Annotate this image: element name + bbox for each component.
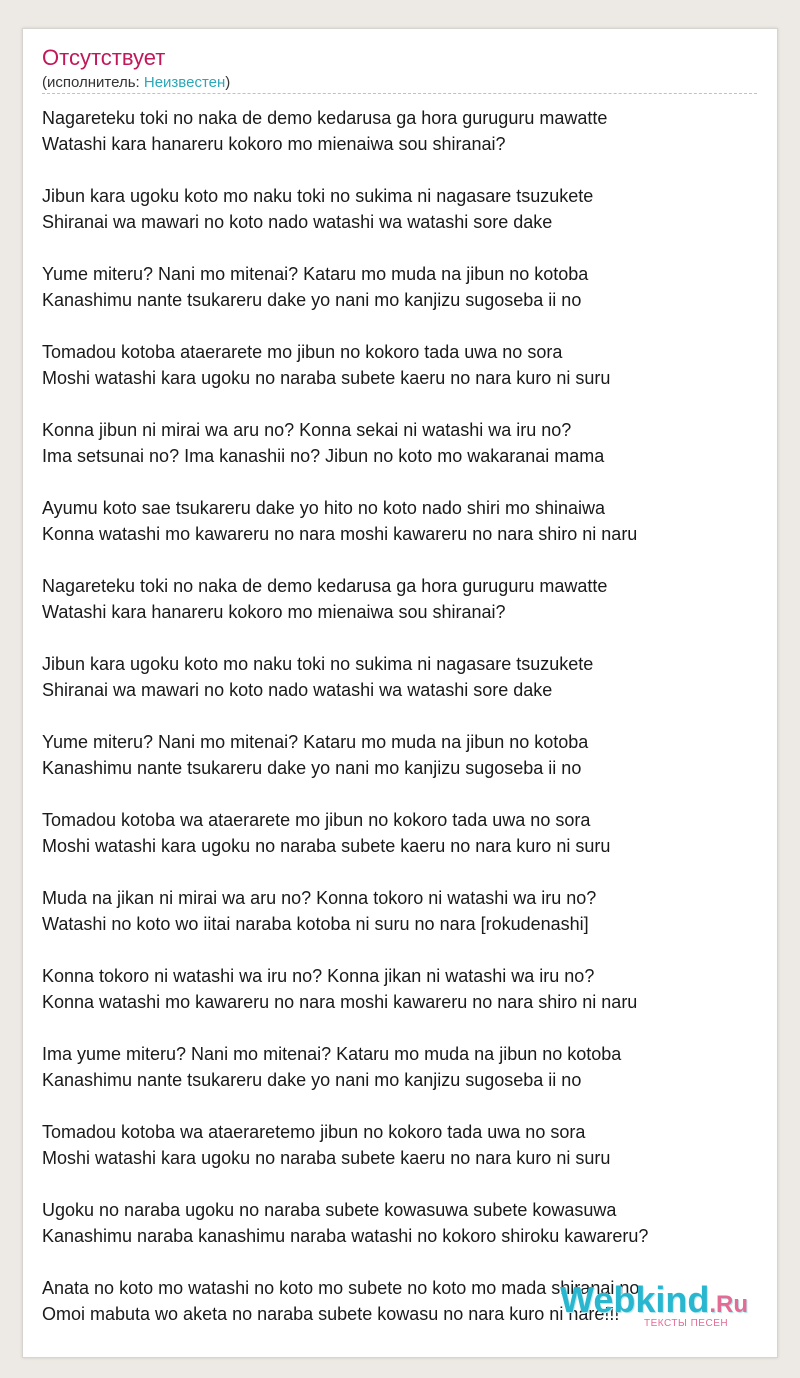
lyric-line: Muda na jikan ni mirai wa aru no? Konna tokoro ni watashi wa iru no? <box>42 888 597 908</box>
lyric-line: Konna jibun ni mirai wa aru no? Konna sekai ni watashi wa iru no? <box>42 420 572 440</box>
lyrics-stanza <box>42 729 767 781</box>
lyric-line: Ima yume miteru? Nani mo mitenai? Kataru mo muda na jibun no kotoba <box>42 1044 622 1064</box>
lyric-line: Jibun kara ugoku koto mo naku toki no sukima ni nagasare tsuzukete <box>42 654 594 674</box>
lyric-line: Tomadou kotoba wa ataeraretemo jibun no kokoro tada uwa no sora <box>42 1122 586 1142</box>
logo-wordmark <box>560 1279 760 1323</box>
artist-meta-suffix: ) <box>225 74 231 91</box>
header-divider <box>42 93 757 94</box>
lyric-line: Watashi no koto wo iitai naraba kotoba ni suru no nara [rokudenashi] <box>42 914 589 934</box>
lyric-line: Konna watashi mo kawareru no nara moshi kawareru no nara shiro ni naru <box>42 524 638 544</box>
lyrics-stanza <box>42 105 767 157</box>
lyrics-body <box>42 105 767 1353</box>
lyrics-stanza <box>42 495 767 547</box>
logo-tagline: ТЕКСТЫ ПЕСЕН <box>644 1318 729 1329</box>
artist-meta-prefix: (исполнитель: <box>42 74 144 91</box>
lyric-line: Watashi kara hanareru kokoro mo mienaiwa sou shiranai? <box>42 134 506 154</box>
lyrics-stanza <box>42 651 767 703</box>
artist-meta <box>42 74 230 92</box>
lyric-line: Yume miteru? Nani mo mitenai? Kataru mo muda na jibun no kotoba <box>42 732 589 752</box>
lyric-line: Moshi watashi kara ugoku no naraba subete kaeru no nara kuro ni suru <box>42 1148 611 1168</box>
lyrics-stanza <box>42 573 767 625</box>
lyrics-stanza <box>42 1119 767 1171</box>
site-logo[interactable] <box>560 1279 760 1332</box>
lyrics-stanza <box>42 183 767 235</box>
lyrics-card <box>22 28 778 1358</box>
lyric-line: Nagareteku toki no naka de demo kedarusa ga hora guruguru mawatte <box>42 576 608 596</box>
lyrics-stanza <box>42 963 767 1015</box>
lyric-line: Jibun kara ugoku koto mo naku toki no sukima ni nagasare tsuzukete <box>42 186 594 206</box>
lyrics-stanza <box>42 1197 767 1249</box>
lyrics-stanza <box>42 339 767 391</box>
lyric-line: Moshi watashi kara ugoku no naraba subete kaeru no nara kuro ni suru <box>42 368 611 388</box>
lyric-line: Shiranai wa mawari no koto nado watashi wa watashi sore dake <box>42 212 553 232</box>
lyric-line: Ayumu koto sae tsukareru dake yo hito no koto nado shiri mo shinaiwa <box>42 498 605 518</box>
lyric-line: Kanashimu nante tsukareru dake yo nani mo kanjizu sugoseba ii no <box>42 290 582 310</box>
lyric-line: Yume miteru? Nani mo mitenai? Kataru mo muda na jibun no kotoba <box>42 264 589 284</box>
lyric-line: Watashi kara hanareru kokoro mo mienaiwa sou shiranai? <box>42 602 506 622</box>
lyric-line: Shiranai wa mawari no koto nado watashi wa watashi sore dake <box>42 680 553 700</box>
lyrics-stanza <box>42 261 767 313</box>
lyric-line: Omoi mabuta wo aketa no naraba subete kowasu no nara kuro ni nare!!! <box>42 1304 620 1324</box>
lyric-line: Tomadou kotoba ataerarete mo jibun no kokoro tada uwa no sora <box>42 342 563 362</box>
lyric-line: Kanashimu nante tsukareru dake yo nani mo kanjizu sugoseba ii no <box>42 758 582 778</box>
lyric-line: Kanashimu nante tsukareru dake yo nani mo kanjizu sugoseba ii no <box>42 1070 582 1090</box>
lyric-line: Tomadou kotoba wa ataerarete mo jibun no kokoro tada uwa no sora <box>42 810 591 830</box>
lyric-line: Moshi watashi kara ugoku no naraba subete kaeru no nara kuro ni suru <box>42 836 611 856</box>
lyric-line: Ima setsunai no? Ima kanashii no? Jibun no koto mo wakaranai mama <box>42 446 605 466</box>
artist-link[interactable]: Неизвестен <box>143 74 226 91</box>
lyric-line: Anata no koto mo watashi no koto mo subete no koto mo mada shiranai no <box>42 1278 640 1298</box>
lyric-line: Konna tokoro ni watashi wa iru no? Konna jikan ni watashi wa iru no? <box>42 966 595 986</box>
lyrics-stanza <box>42 417 767 469</box>
lyric-line: Ugoku no naraba ugoku no naraba subete kowasuwa subete kowasuwa <box>42 1200 617 1220</box>
logo-tld: .Ru <box>709 1291 749 1318</box>
lyrics-stanza <box>42 885 767 937</box>
lyrics-stanza <box>42 1041 767 1093</box>
logo-name: Webkind <box>560 1279 710 1320</box>
lyrics-stanza <box>42 807 767 859</box>
song-title: Отсутствует <box>42 45 166 70</box>
lyric-line: Konna watashi mo kawareru no nara moshi kawareru no nara shiro ni naru <box>42 992 638 1012</box>
lyric-line: Kanashimu naraba kanashimu naraba watashi no kokoro shiroku kawareru? <box>42 1226 649 1246</box>
lyric-line: Nagareteku toki no naka de demo kedarusa ga hora guruguru mawatte <box>42 108 608 128</box>
